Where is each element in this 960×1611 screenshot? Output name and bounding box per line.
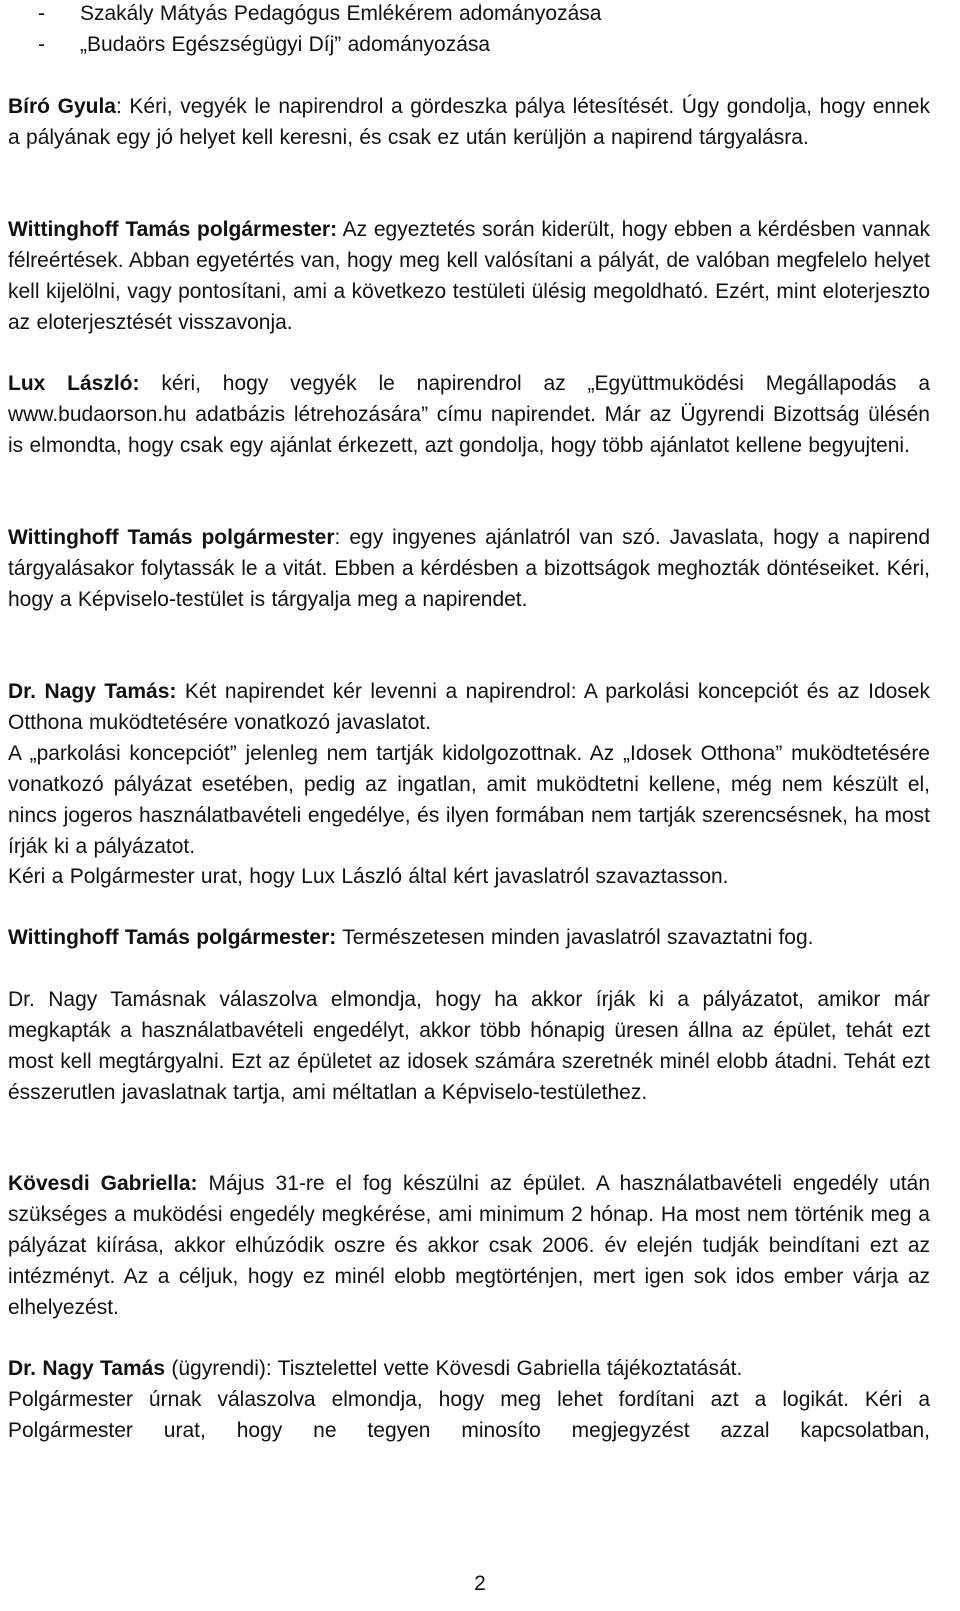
paragraph-text: (ügyrendi): Tisztelettel vette Kövesdi Gabriella tájékoztatását.: [165, 1357, 743, 1380]
list-dash: -: [38, 33, 45, 56]
speaker-name: Dr. Nagy Tamás:: [8, 680, 177, 703]
paragraph-text: Május 31-re el fog készülni az épület. A használatbavételi engedély után szükséges a muködési engedély megkérése, ami minimum 2 hónap. Ha most nem történik meg a pályázat kiírása, akkor elhúzódik oszre és akkor csak 2006. év elején tudják beindítani ezt az intézményt. Az a céljuk, hogy ez minél elobb megtörténjen, mert igen sok idos ember várja az elhelyezést.: [8, 1172, 931, 1319]
speaker-name: Wittinghoff Tamás polgármester:: [8, 218, 338, 241]
list-item: [8, 0, 960, 29]
paragraph: [8, 922, 930, 953]
paragraph: [8, 91, 930, 153]
list-dash: -: [38, 2, 45, 25]
paragraph: [8, 1384, 930, 1446]
paragraph-text: Két napirendet kér levenni a napirendrol: A parkolási koncepciót és az Idosek Otthona muködtetésére vonatkozó javaslatot.: [8, 680, 930, 734]
paragraph: [8, 368, 930, 461]
paragraph-text: Kéri a Polgármester urat, hogy Lux László által kért javaslatról szavaztasson.: [8, 865, 729, 888]
paragraph: [8, 676, 930, 738]
paragraph-text: Természetesen minden javaslatról szavaztatni fog.: [336, 926, 814, 949]
list-item-text: „Budaörs Egészségügyi Díj” adományozása: [80, 33, 491, 56]
paragraph: [8, 522, 930, 615]
paragraph: [8, 1168, 930, 1323]
speaker-name: Kövesdi Gabriella:: [8, 1172, 198, 1195]
paragraph-text: Kéri, vegyék le napirendrol a gördeszka pálya létesítését. Úgy gondolja, hogy ennek a pályának egy jó helyet kell keresni, és csak ez után kerüljön a napirend tárgyalásra.: [8, 95, 930, 149]
speaker-separator: :: [334, 526, 341, 549]
paragraph: [8, 984, 930, 1108]
speaker-name: Wittinghoff Tamás polgármester: [8, 526, 335, 549]
paragraph-text: egy ingyenes ajánlatról van szó. Javaslata, hogy a napirend tárgyalásakor folytassák le a vitát. Ebben a kérdésben a bizottságok meghozták döntéseiket. Kéri, hogy a Képviselo-testület is tárgyalja meg a napirendet.: [8, 526, 930, 611]
paragraph: [8, 1353, 930, 1384]
list-item-text: Szakály Mátyás Pedagógus Emlékérem adományozása: [80, 2, 602, 25]
paragraph-text: Dr. Nagy Tamásnak válaszolva elmondja, hogy ha akkor írják ki a pályázatot, amikor már megkapták a használatbavételi engedélyt, akkor több hónapig üresen állna az épület, tehát ezt most kell megtárgyalni. Ezt az épületet az idosek számára szeretnék minél elobb átadni. Tehát ezt ésszerutlen javaslatnak tartja, ami méltatlan a Képviselo-testülethez.: [8, 988, 930, 1104]
paragraph: [8, 861, 930, 892]
speaker-name: Wittinghoff Tamás polgármester:: [8, 926, 337, 949]
paragraph-text: Az egyeztetés során kiderült, hogy ebben a kérdésben vannak félreértések. Abban egyetértés van, hogy meg kell valósítani a pályát, de valóban megfelelo helyet kell kijelölni, vagy pontosítani, ami a következo testületi ülésig megoldható. Ezért, mint eloterjeszto az eloterjesztését visszavonja.: [8, 218, 930, 334]
speaker-separator: :: [115, 95, 122, 118]
list-item: [8, 29, 960, 60]
paragraph-text: A „parkolási koncepciót” jelenleg nem tartják kidolgozottnak. Az „Idosek Otthona” muködtetésére vonatkozó pályázat esetében, pedig az ingatlan, amit muködtetni kellene, még nem készült el, nincs jogeros használatbavételi engedélye, és ilyen formában nem tartják szerencsésnek, ha most írják ki a pályázatot.: [8, 742, 930, 858]
paragraph: [8, 738, 930, 862]
page-number: 2: [474, 1572, 486, 1595]
paragraph-text: kéri, hogy vegyék le napirendrol az „Együttmuködési Megállapodás a www.budaorson.hu adatbázis létrehozására” címu napirendet. Már az Ügyrendi Bizottság ülésén is elmondta, hogy csak egy ajánlat érkezett, azt gondolja, hogy több ajánlatot kellene begyujteni.: [8, 372, 930, 457]
speaker-name: Bíró Gyula: [8, 95, 116, 118]
speaker-name: Lux László:: [8, 372, 140, 395]
speaker-name: Dr. Nagy Tamás: [8, 1357, 166, 1380]
paragraph: [8, 214, 930, 338]
paragraph-text: Polgármester úrnak válaszolva elmondja, hogy meg lehet fordítani azt a logikát. Kéri a Polgármester urat, hogy ne tegyen minosíto megjegyzést azzal kapcsolatban,: [8, 1388, 930, 1442]
